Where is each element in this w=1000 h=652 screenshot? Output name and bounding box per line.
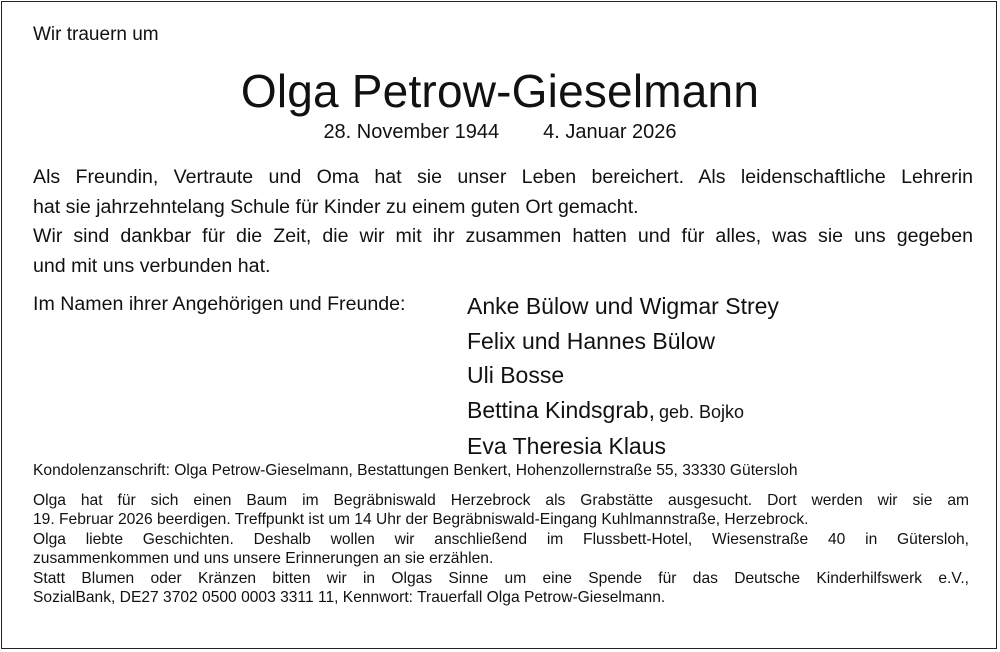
mourner-name: Anke Bülow und Wigmar Strey [467, 293, 779, 319]
mourner-name: Felix und Hannes Bülow [467, 327, 716, 354]
tribute-text [33, 163, 973, 281]
mourner-item [467, 324, 779, 359]
info-line: 19. Februar 2026 beerdigen. Treffpunkt ist um 14 Uhr der Begräbniswald-Eingang Kuhlmannstraße, Herzebrock. [33, 511, 809, 529]
info-line: zusammenkommen und uns unsere Erinnerungen an sie erzählen. [33, 550, 494, 568]
mourner-item [467, 393, 779, 430]
condolence-address: Kondolenzanschrift: Olga Petrow-Gieselmann, Bestattungen Benkert, Hohenzollernstraße 55, 33330 Gütersloh [33, 462, 798, 479]
death-date: 4. Januar 2026 [543, 121, 677, 143]
mourners-list [467, 289, 779, 464]
deceased-name: Olga Petrow-Gieselmann [240, 65, 760, 117]
tribute-line: und mit uns verbunden hat. [33, 254, 271, 277]
funeral-info [33, 491, 969, 607]
mourner-name: Eva Theresia Klaus [467, 433, 667, 459]
on-behalf-label: Im Namen ihrer Angehörigen und Freunde: [33, 293, 406, 315]
info-line: SozialBank, DE27 3702 0500 0003 3311 11, Kennwort: Trauerfall Olga Petrow-Gieselmann. [33, 589, 666, 607]
mourner-item [467, 429, 779, 464]
life-dates [0, 121, 1000, 144]
info-line: Olga liebte Geschichten. Deshalb wollen wir anschließend im Flussbett-Hotel, Wiesenstraße 40 in Gütersloh, [33, 530, 969, 548]
tribute-line: Wir sind dankbar für die Zeit, die wir mit ihr zusammen hatten und für alles, was sie uns gegeben [33, 225, 973, 248]
birth-date: 28. November 1944 [323, 121, 500, 143]
tribute-line: Als Freundin, Vertraute und Oma hat sie unser Leben bereichert. Als leidenschaftliche Lehrerin [33, 166, 973, 188]
maiden-name-note: geb. Bojko [658, 401, 745, 422]
mourner-name: Uli Bosse [467, 362, 565, 388]
tribute-line: hat sie jahrzehntelang Schule für Kinder zu einem guten Ort gemacht. [33, 195, 639, 218]
info-line: Statt Blumen oder Kränzen bitten wir in Olgas Sinne um eine Spende für das Deutsche Kinderhilfswerk e.V., [33, 569, 969, 587]
info-line: Olga hat für sich einen Baum im Begräbniswald Herzebrock als Grabstätte ausgesucht. Dort werden wir sie am [33, 492, 969, 509]
mourner-item [467, 289, 779, 324]
mourner-name: Bettina Kindsgrab, [467, 396, 655, 423]
intro-text: Wir trauern um [33, 24, 159, 45]
mourner-item [467, 358, 779, 393]
